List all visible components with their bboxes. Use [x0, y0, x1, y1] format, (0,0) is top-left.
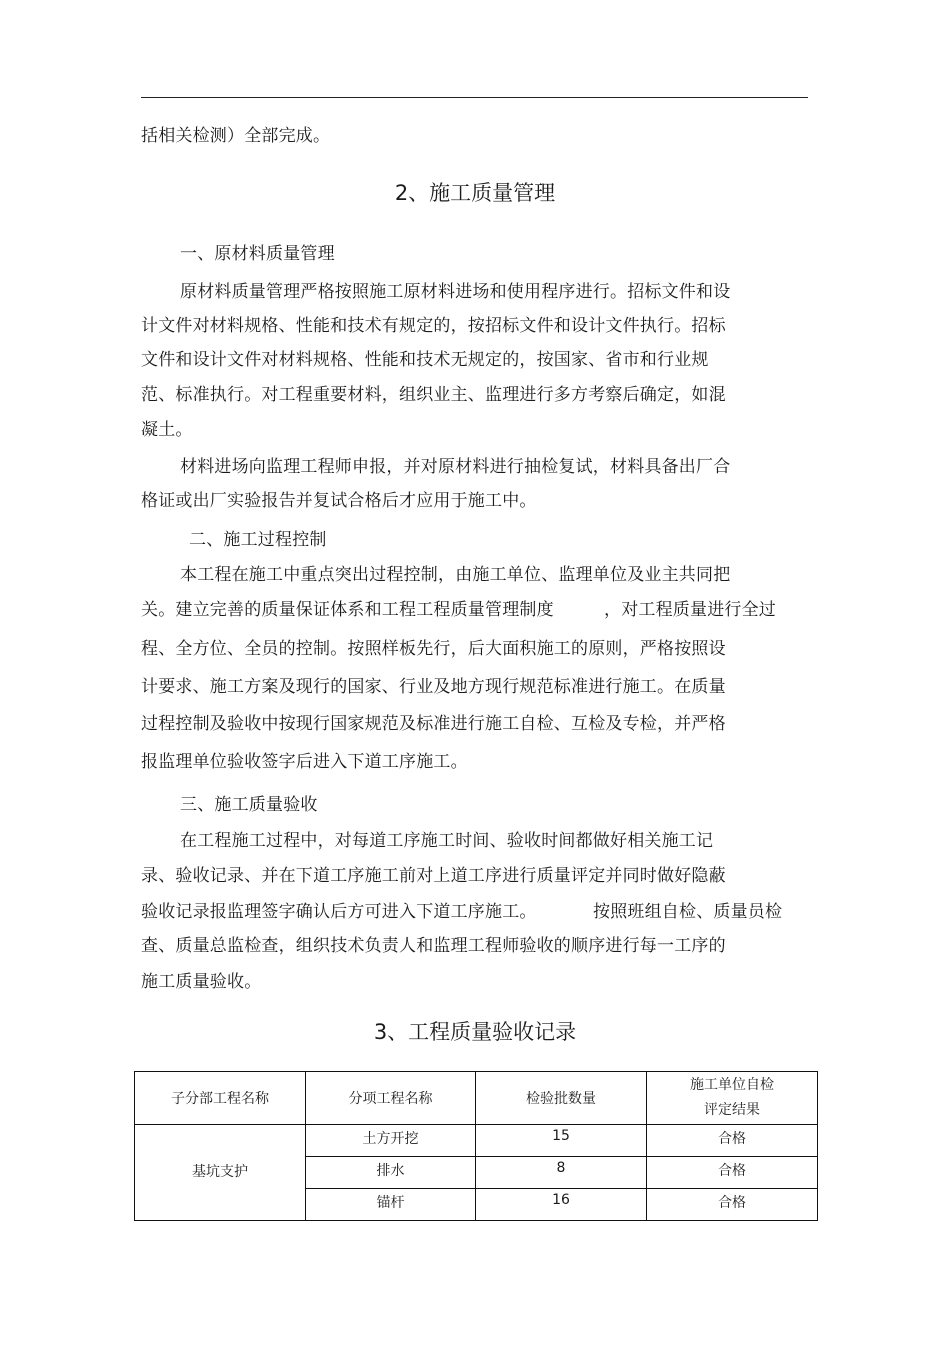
paragraph-line: 计文件对材料规格、性能和技术有规定的，按招标文件和设计文件执行。招标: [141, 316, 726, 336]
subheading-quality-acceptance: 三、施工质量验收: [180, 795, 318, 815]
subheading-raw-materials: 一、原材料质量管理: [180, 244, 335, 264]
subheading-process-control: 二、施工过程控制: [189, 530, 327, 550]
paragraph-line: 在工程施工过程中，对每道工序施工时间、验收时间都做好相关施工记: [180, 831, 714, 851]
paragraph-line: 材料进场向监理工程师申报，并对原材料进行抽检复试，材料具备出厂合: [180, 457, 731, 477]
header-rule: [141, 97, 808, 98]
result-cell: 合格: [647, 1125, 818, 1157]
count-cell: 8: [476, 1157, 647, 1189]
paragraph-line: 查、质量总监检查，组织技术负责人和监理工程师验收的顺序进行每一工序的: [141, 936, 726, 956]
header-cell: 子分部工程名称: [135, 1072, 306, 1125]
result-cell: 合格: [647, 1189, 818, 1221]
group-cell: 基坑支护: [135, 1125, 306, 1221]
paragraph-line: ，对工程质量进行全过: [604, 600, 776, 620]
result-cell: 合格: [647, 1157, 818, 1189]
header-cell: 检验批数量: [476, 1072, 647, 1125]
paragraph-line: 报监理单位验收签字后进入下道工序施工。: [141, 752, 468, 772]
header-cell-line: 施工单位自检: [690, 1077, 774, 1093]
paragraph-line: 程、全方位、全员的控制。按照样板先行，后大面积施工的原则，严格按照设: [141, 639, 726, 659]
section-2-title: 2、施工质量管理: [394, 181, 556, 205]
paragraph-line: 文件和设计文件对材料规格、性能和技术无规定的，按国家、省市和行业规: [141, 350, 709, 370]
paragraph-line: 格证或出厂实验报告并复试合格后才应用于施工中。: [141, 491, 537, 511]
intro-line: 括相关检测）全部完成。: [141, 126, 331, 146]
header-cell-line: 评定结果: [704, 1102, 760, 1118]
paragraph-line: 验收记录报监理签字确认后方可进入下道工序施工。: [141, 902, 537, 922]
paragraph-line: 按照班组自检、质量员检: [593, 902, 783, 922]
table-row: [135, 1125, 818, 1157]
count-cell: 16: [476, 1189, 647, 1221]
table-header-row: [135, 1072, 818, 1125]
paragraph-line: 范、标准执行。对工程重要材料，组织业主、监理进行多方考察后确定，如混: [141, 385, 726, 405]
count-cell: 15: [476, 1125, 647, 1157]
item-cell: 土方开挖: [306, 1125, 476, 1157]
header-cell: [647, 1072, 818, 1125]
paragraph-line: 过程控制及验收中按现行国家规范及标准进行施工自检、互检及专检，并严格: [141, 714, 726, 734]
paragraph-line: 原材料质量管理严格按照施工原材料进场和使用程序进行。招标文件和设: [180, 282, 731, 302]
paragraph-line: 关。建立完善的质量保证体系和工程工程质量管理制度: [141, 600, 554, 620]
section-3-title: 3、工程质量验收记录: [373, 1020, 577, 1044]
paragraph-line: 施工质量验收。: [141, 972, 262, 992]
paragraph-line: 计要求、施工方案及现行的国家、行业及地方现行规范标准进行施工。在质量: [141, 677, 726, 697]
header-cell: 分项工程名称: [306, 1072, 476, 1125]
paragraph-line: 凝土。: [141, 420, 193, 440]
item-cell: 锚杆: [306, 1189, 476, 1221]
paragraph-line: 本工程在施工中重点突出过程控制，由施工单位、监理单位及业主共同把: [180, 565, 731, 585]
acceptance-record-table: [134, 1071, 818, 1221]
paragraph-line: 录、验收记录、并在下道工序施工前对上道工序进行质量评定并同时做好隐蔽: [141, 866, 726, 886]
item-cell: 排水: [306, 1157, 476, 1189]
